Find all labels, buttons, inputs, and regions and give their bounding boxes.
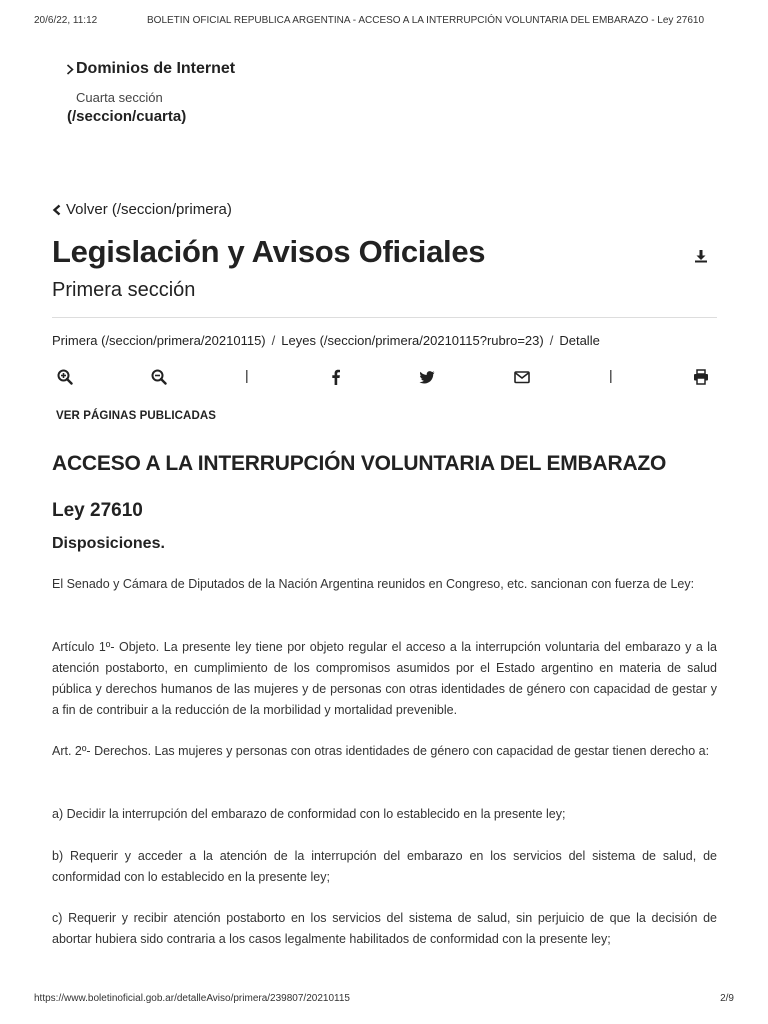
published-pages-link[interactable]: VER PÁGINAS PUBLICADAS: [56, 410, 217, 422]
breadcrumb-item-leyes[interactable]: Leyes (/seccion/primera/20210115?rubro=23): [281, 333, 544, 348]
print-footer: [34, 992, 734, 1006]
toolbar: [52, 366, 717, 388]
print-title: BOLETIN OFICIAL REPUBLICA ARGENTINA - ACCESO A LA INTERRUPCIÓN VOLUNTARIA DEL EMBARAZO - Ley 27610: [147, 15, 705, 26]
print-icon[interactable]: [693, 369, 709, 385]
law-number: Ley 27610: [52, 500, 143, 521]
page-subtitle: Primera sección: [52, 279, 196, 301]
twitter-icon[interactable]: [419, 369, 435, 385]
breadcrumb-separator: /: [271, 333, 276, 348]
toolbar-separator: |: [609, 367, 613, 383]
breadcrumb-item-detalle: Detalle: [559, 333, 600, 348]
envelope-icon[interactable]: [514, 369, 530, 385]
facebook-icon[interactable]: [328, 369, 344, 385]
section-link[interactable]: (/seccion/cuarta): [67, 108, 187, 125]
section-label: Cuarta sección: [76, 90, 163, 105]
toolbar-separator: |: [245, 367, 249, 383]
page-number: 2/9: [720, 993, 734, 1004]
document-subheading: Disposiciones.: [52, 535, 165, 552]
paragraph: c) Requerir y recibir atención postaborto en los servicios del sistema de salud, sin perjuicio de que la decisión de abortar hubiera sido contraria a los casos legalmente habilitados de conformidad con la presente ley;: [52, 911, 717, 946]
print-url: https://www.boletinoficial.gob.ar/detalleAviso/primera/239807/20210115: [34, 993, 350, 1004]
back-label: Volver (/seccion/primera): [66, 201, 232, 218]
breadcrumb-separator: /: [549, 333, 554, 348]
divider: [52, 317, 717, 318]
breadcrumb: [52, 333, 600, 348]
paragraph: El Senado y Cámara de Diputados de la Nación Argentina reunidos en Congreso, etc. sancionan con fuerza de Ley:: [52, 577, 695, 591]
zoom-in-icon[interactable]: [57, 369, 73, 385]
paragraph: a) Decidir la interrupción del embarazo de conformidad con lo establecido en la presente ley;: [52, 807, 566, 821]
page-title: Legislación y Avisos Oficiales: [52, 234, 486, 269]
back-link[interactable]: [52, 201, 232, 218]
chevron-right-icon: [66, 64, 74, 75]
zoom-out-icon[interactable]: [151, 369, 167, 385]
download-icon[interactable]: [693, 248, 709, 264]
print-timestamp: 20/6/22, 11:12: [34, 15, 98, 26]
document-title: ACCESO A LA INTERRUPCIÓN VOLUNTARIA DEL EMBARAZO: [52, 452, 667, 475]
paragraph: b) Requerir y acceder a la atención de la interrupción del embarazo en los servicios del sistema de salud, de conformidad con lo establecido en la presente ley;: [52, 849, 717, 884]
breadcrumb-item-primera[interactable]: Primera (/seccion/primera/20210115): [52, 333, 266, 348]
chevron-left-icon: [52, 204, 62, 216]
domains-link[interactable]: Dominios de Internet: [76, 60, 236, 77]
paragraph: Artículo 1º- Objeto. La presente ley tiene por objeto regular el acceso a la interrupción voluntaria del embarazo y a la atención postaborto, en cumplimiento de los compromisos asumidos por el Estado argentino en materia de salud pública y derechos humanos de las mujeres y de personas con otras identidades de género con capacidad de gestar y a fin de contribuir a la reducción de la morbilidad y mortalidad prevenible.: [52, 640, 717, 717]
paragraph: Art. 2º- Derechos. Las mujeres y personas con otras identidades de género con capacidad de gestar tienen derecho a:: [52, 744, 710, 758]
